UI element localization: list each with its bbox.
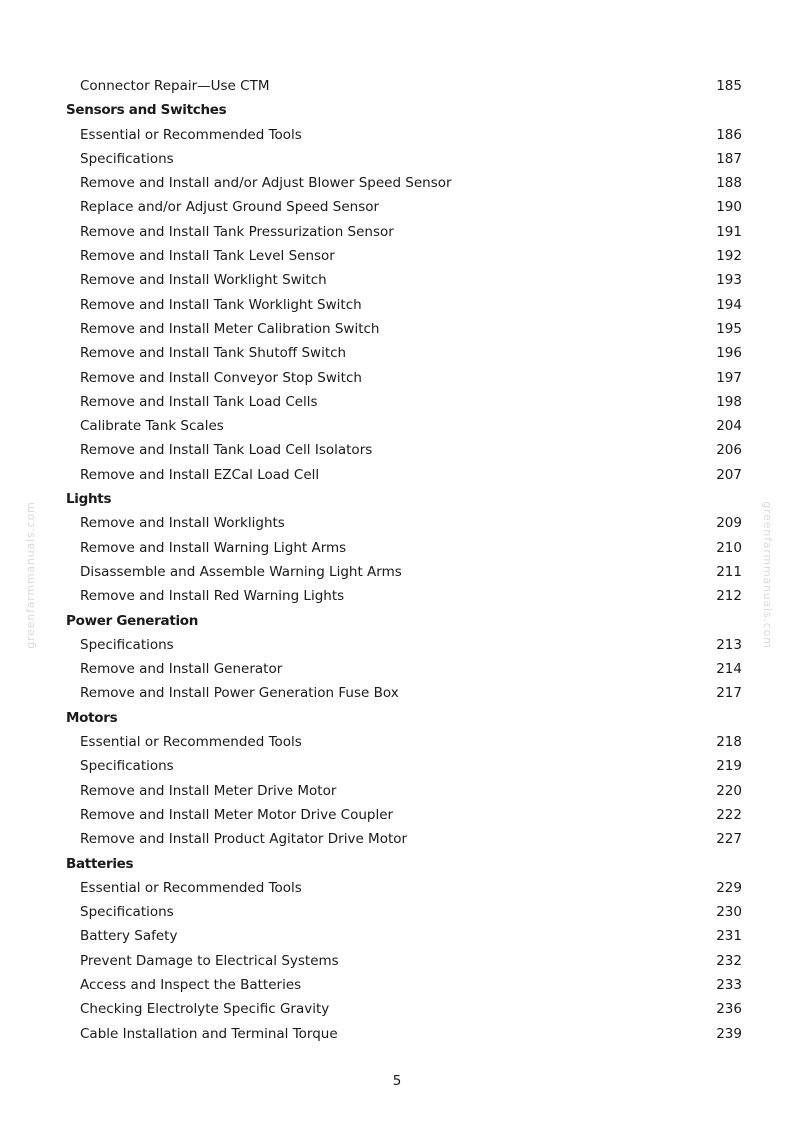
entry-page-number: 210 [716, 539, 742, 556]
entry-page-number: 214 [716, 661, 742, 678]
toc-entry[interactable] [0, 269, 794, 293]
toc-entry[interactable] [0, 148, 794, 172]
toc-section-heading [0, 707, 794, 731]
entry-page-number: 196 [716, 345, 742, 362]
entry-page-number: 227 [716, 831, 742, 848]
entry-page-number: 219 [716, 758, 742, 775]
entry-page-number: 229 [716, 879, 742, 896]
section-title: Batteries [66, 855, 134, 872]
toc-entry[interactable] [0, 925, 794, 949]
entry-title: Remove and Install Meter Calibration Switch [80, 320, 380, 337]
entry-title: Remove and Install and/or Adjust Blower Speed Sensor [80, 175, 452, 192]
toc-entry[interactable] [0, 221, 794, 245]
entry-title: Remove and Install Meter Motor Drive Coupler [80, 806, 394, 823]
entry-title: Calibrate Tank Scales [80, 418, 224, 435]
entry-page-number: 186 [716, 126, 742, 143]
entry-page-number: 211 [716, 563, 742, 580]
entry-page-number: 185 [716, 78, 742, 94]
entry-title: Remove and Install Tank Shutoff Switch [80, 345, 347, 362]
toc-entry[interactable] [0, 75, 794, 99]
entry-title: Prevent Damage to Electrical Systems [80, 952, 339, 969]
entry-page-number: 217 [716, 685, 742, 702]
toc-entry[interactable] [0, 294, 794, 318]
toc-entry[interactable] [0, 124, 794, 148]
toc-entry[interactable] [0, 439, 794, 463]
entry-title: Replace and/or Adjust Ground Speed Sensor [80, 199, 380, 216]
entry-title: Cable Installation and Terminal Torque [80, 1025, 338, 1042]
watermark-left: greenfarmmanuals.com [24, 501, 37, 649]
page-number: 5 [392, 1073, 402, 1089]
entry-title: Checking Electrolyte Specific Gravity [80, 1001, 330, 1018]
entry-page-number: 191 [716, 223, 742, 240]
section-title: Power Generation [66, 612, 199, 629]
toc-section-heading [0, 853, 794, 877]
entry-title: Connector Repair—Use CTM [80, 78, 270, 94]
entry-page-number: 239 [716, 1025, 742, 1042]
entry-title: Remove and Install Power Generation Fuse Box [80, 685, 399, 702]
toc-entry[interactable] [0, 731, 794, 755]
toc-entry[interactable] [0, 391, 794, 415]
entry-page-number: 188 [716, 175, 742, 192]
toc-entry[interactable] [0, 682, 794, 706]
toc-entry[interactable] [0, 828, 794, 852]
section-title: Lights [66, 491, 112, 508]
toc-section-heading [0, 488, 794, 512]
toc-entry[interactable] [0, 634, 794, 658]
toc-entry[interactable] [0, 172, 794, 196]
entry-title: Specifications [80, 636, 174, 653]
entry-title: Essential or Recommended Tools [80, 126, 302, 143]
entry-page-number: 233 [716, 976, 742, 993]
entry-page-number: 236 [716, 1001, 742, 1018]
toc-entry[interactable] [0, 196, 794, 220]
toc-entry[interactable] [0, 318, 794, 342]
toc-entry[interactable] [0, 245, 794, 269]
entry-page-number: 231 [716, 928, 742, 945]
toc-entry[interactable] [0, 901, 794, 925]
toc-entry[interactable] [0, 512, 794, 536]
entry-page-number: 193 [716, 272, 742, 289]
entry-title: Remove and Install Warning Light Arms [80, 539, 347, 556]
table-of-contents [0, 75, 794, 1047]
entry-page-number: 230 [716, 904, 742, 921]
entry-title: Specifications [80, 150, 174, 167]
entry-page-number: 220 [716, 782, 742, 799]
section-title: Motors [66, 709, 118, 726]
toc-entry[interactable] [0, 537, 794, 561]
entry-page-number: 207 [716, 466, 742, 483]
entry-title: Remove and Install EZCal Load Cell [80, 466, 320, 483]
entry-title: Remove and Install Tank Pressurization Sensor [80, 223, 394, 240]
entry-title: Remove and Install Generator [80, 661, 283, 678]
entry-title: Remove and Install Tank Worklight Switch [80, 296, 362, 313]
entry-page-number: 206 [716, 442, 742, 459]
toc-entry[interactable] [0, 998, 794, 1022]
entry-title: Disassemble and Assemble Warning Light Arms [80, 563, 402, 580]
toc-section-heading [0, 610, 794, 634]
toc-entry[interactable] [0, 804, 794, 828]
entry-title: Remove and Install Tank Load Cell Isolators [80, 442, 373, 459]
entry-page-number: 194 [716, 296, 742, 313]
entry-title: Access and Inspect the Batteries [80, 976, 302, 993]
entry-title: Essential or Recommended Tools [80, 734, 302, 751]
section-title: Sensors and Switches [66, 102, 227, 119]
entry-page-number: 187 [716, 150, 742, 167]
entry-page-number: 197 [716, 369, 742, 386]
entry-page-number: 204 [716, 418, 742, 435]
entry-page-number: 222 [716, 806, 742, 823]
entry-title: Specifications [80, 904, 174, 921]
toc-entry[interactable] [0, 1023, 794, 1047]
watermark-right: greenfarmmanuals.com [761, 501, 774, 649]
entry-title: Essential or Recommended Tools [80, 879, 302, 896]
toc-entry[interactable] [0, 658, 794, 682]
toc-section-heading [0, 99, 794, 123]
entry-page-number: 190 [716, 199, 742, 216]
toc-entry[interactable] [0, 464, 794, 488]
toc-entry[interactable] [0, 561, 794, 585]
entry-page-number: 213 [716, 636, 742, 653]
toc-entry[interactable] [0, 367, 794, 391]
entry-title: Remove and Install Worklights [80, 515, 285, 532]
entry-title: Remove and Install Worklight Switch [80, 272, 327, 289]
entry-page-number: 192 [716, 248, 742, 265]
entry-page-number: 218 [716, 734, 742, 751]
entry-title: Remove and Install Tank Level Sensor [80, 248, 335, 265]
entry-title: Specifications [80, 758, 174, 775]
toc-entry[interactable] [0, 415, 794, 439]
toc-entry[interactable] [0, 755, 794, 779]
toc-entry[interactable] [0, 974, 794, 998]
entry-title: Remove and Install Red Warning Lights [80, 588, 345, 605]
toc-entry[interactable] [0, 780, 794, 804]
entry-title: Remove and Install Tank Load Cells [80, 393, 318, 410]
toc-entry[interactable] [0, 342, 794, 366]
toc-entry[interactable] [0, 950, 794, 974]
entry-title: Remove and Install Product Agitator Drive Motor [80, 831, 408, 848]
toc-entry[interactable] [0, 877, 794, 901]
entry-page-number: 198 [716, 393, 742, 410]
entry-page-number: 209 [716, 515, 742, 532]
entry-page-number: 212 [716, 588, 742, 605]
entry-title: Remove and Install Conveyor Stop Switch [80, 369, 362, 386]
entry-title: Remove and Install Meter Drive Motor [80, 782, 337, 799]
entry-page-number: 232 [716, 952, 742, 969]
toc-entry[interactable] [0, 585, 794, 609]
entry-title: Battery Safety [80, 928, 178, 945]
entry-page-number: 195 [716, 320, 742, 337]
